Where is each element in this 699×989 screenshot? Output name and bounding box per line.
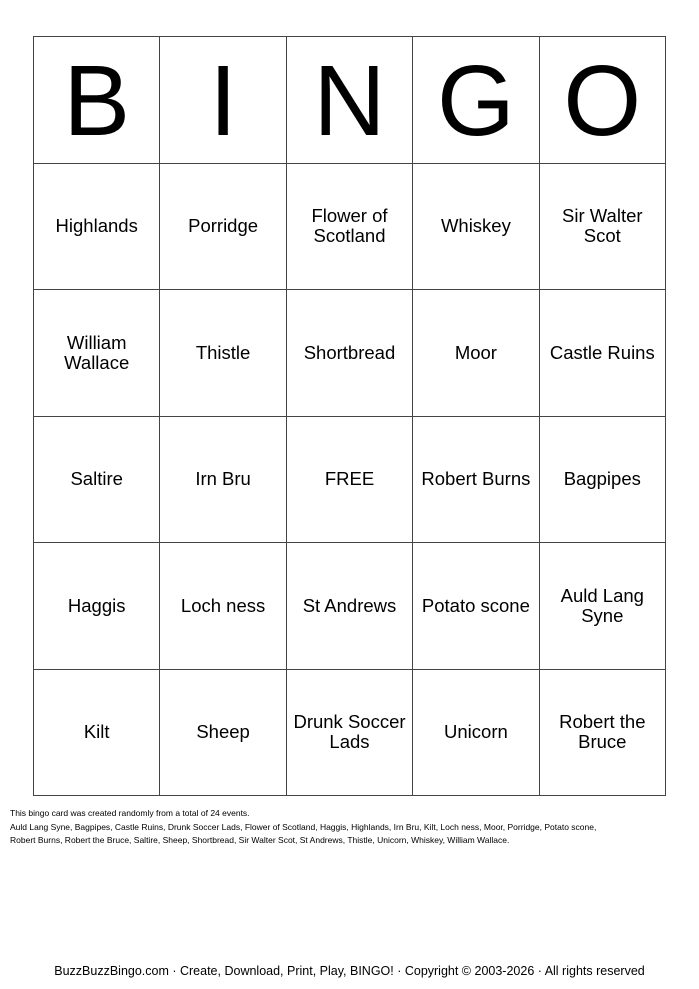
- header-letter-g: G: [413, 37, 539, 164]
- bingo-cell: Bagpipes: [540, 417, 666, 544]
- bingo-cell: Loch ness: [160, 543, 286, 670]
- bingo-cell: Shortbread: [287, 290, 413, 417]
- footnote-line: Robert Burns, Robert the Bruce, Saltire, Sheep, Shortbread, Sir Walter Scot, St Andrews, Thistle, Unicorn, Whiskey, William Wallace.: [10, 835, 510, 845]
- bingo-cell: Unicorn: [413, 670, 539, 797]
- bingo-card: [33, 36, 666, 796]
- bingo-cell: Auld Lang Syne: [540, 543, 666, 670]
- footnote-line: This bingo card was created randomly from a total of 24 events.: [10, 808, 250, 818]
- bingo-cell: Sheep: [160, 670, 286, 797]
- bingo-cell: Robert the Bruce: [540, 670, 666, 797]
- bingo-cell: Irn Bru: [160, 417, 286, 544]
- bingo-cell: Moor: [413, 290, 539, 417]
- bingo-cell: Drunk Soccer Lads: [287, 670, 413, 797]
- bingo-cell: Highlands: [34, 164, 160, 291]
- bingo-cell: Sir Walter Scot: [540, 164, 666, 291]
- bingo-cell: Kilt: [34, 670, 160, 797]
- bingo-cell: Potato scone: [413, 543, 539, 670]
- bingo-cell: Whiskey: [413, 164, 539, 291]
- bingo-cell: Thistle: [160, 290, 286, 417]
- event-list-note: [10, 807, 690, 848]
- copyright-footer: BuzzBuzzBingo.com · Create, Download, Print, Play, BINGO! · Copyright © 2003-2026 · All rights reserved: [54, 964, 645, 978]
- bingo-cell: Robert Burns: [413, 417, 539, 544]
- free-space-cell: FREE: [287, 417, 413, 544]
- header-letter-i: I: [160, 37, 286, 164]
- header-letter-n: N: [287, 37, 413, 164]
- header-letter-b: B: [34, 37, 160, 164]
- footnote-line: Auld Lang Syne, Bagpipes, Castle Ruins, Drunk Soccer Lads, Flower of Scotland, Haggis, Highlands, Irn Bru, Kilt, Loch ness, Moor, Porridge, Potato scone,: [10, 821, 597, 832]
- bingo-cell: Porridge: [160, 164, 286, 291]
- bingo-cell: William Wallace: [34, 290, 160, 417]
- bingo-cell: St Andrews: [287, 543, 413, 670]
- bingo-cell: Saltire: [34, 417, 160, 544]
- bingo-cell: Flower of Scotland: [287, 164, 413, 291]
- bingo-cell: Haggis: [34, 543, 160, 670]
- header-letter-o: O: [540, 37, 666, 164]
- bingo-cell: Castle Ruins: [540, 290, 666, 417]
